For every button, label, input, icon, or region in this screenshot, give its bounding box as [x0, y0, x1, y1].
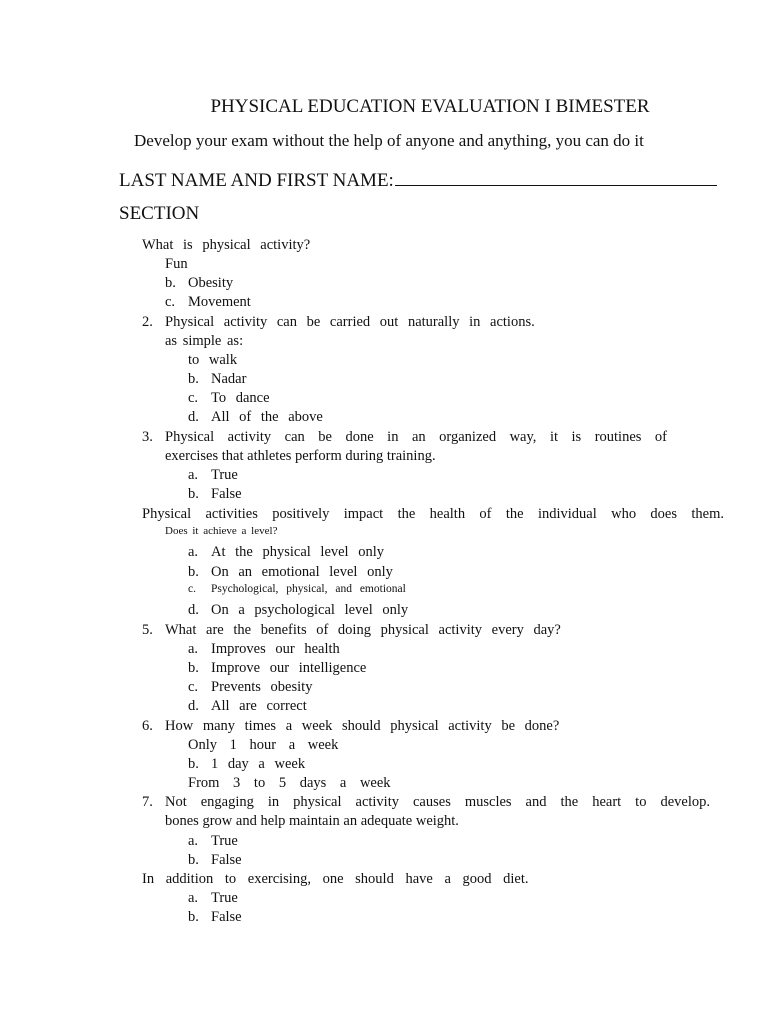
q5-number: 5.: [142, 622, 153, 638]
q3-option-a-letter: a.: [188, 467, 199, 483]
q2-option-b-letter: b.: [188, 371, 199, 387]
q3-option-b: [188, 486, 242, 503]
name-label: LAST NAME AND FIRST NAME:: [119, 170, 394, 191]
q4-option-c: [188, 583, 406, 595]
q2-option-c-text: To dance: [211, 390, 270, 406]
q1-option-c-letter: c.: [165, 294, 176, 310]
q6-option-a: Only 1 hour a week: [188, 737, 339, 753]
question-8: In addition to exercising, one should have a good diet.: [142, 871, 529, 887]
q3-text: Physical activity can be done in an organized way, it is routines of: [165, 429, 667, 445]
q7-number: 7.: [142, 794, 153, 810]
q5-option-c: [188, 679, 312, 696]
q7-text: Not engaging in physical activity causes muscles and the heart to develop.: [165, 794, 710, 810]
q3-continuation: exercises that athletes perform during training.: [165, 448, 436, 464]
exam-instructions: Develop your exam without the help of anyone and anything, you can do it: [134, 131, 644, 150]
q4-option-a: [188, 544, 384, 561]
q3-option-a: [188, 467, 238, 484]
q8-option-b-letter: b.: [188, 909, 199, 925]
q8-option-a-text: True: [211, 890, 238, 906]
q2-option-c-letter: c.: [188, 390, 199, 406]
q1-option-c-text: Movement: [188, 294, 251, 310]
q4-option-d: [188, 602, 408, 619]
q3-option-b-letter: b.: [188, 486, 199, 502]
q7-option-b-letter: b.: [188, 852, 199, 868]
q6-option-b-letter: b.: [188, 756, 199, 772]
q7-continuation: bones grow and help maintain an adequate weight.: [165, 813, 459, 829]
q7-option-b-text: False: [211, 852, 242, 868]
q2-option-a: to walk: [188, 352, 238, 368]
q7-option-b: [188, 852, 242, 869]
q1-option-b: [165, 275, 233, 292]
question-4: Physical activities positively impact the health of the individual who does them.: [142, 506, 724, 522]
q8-option-b-text: False: [211, 909, 242, 925]
q5-option-b: [188, 660, 366, 677]
q3-option-a-text: True: [211, 467, 238, 483]
section-label: SECTION: [119, 203, 200, 224]
q3-option-b-text: False: [211, 486, 242, 502]
q5-option-b-letter: b.: [188, 660, 199, 676]
q1-option-b-text: Obesity: [188, 275, 234, 291]
q4-option-b: [188, 564, 393, 581]
q5-option-d-text: All are correct: [211, 698, 307, 714]
q5-option-b-text: Improve our intelligence: [211, 660, 367, 676]
q1-option-c: [165, 294, 251, 311]
q4-continuation: Does it achieve a level?: [165, 525, 278, 537]
q8-option-a-letter: a.: [188, 890, 199, 906]
q5-text: What are the benefits of doing physical activity every day?: [165, 622, 561, 638]
name-field: [119, 168, 717, 192]
q5-option-a-letter: a.: [188, 641, 199, 657]
q4-option-b-letter: b.: [188, 564, 199, 580]
question-5: [142, 622, 561, 639]
q7-option-a-letter: a.: [188, 833, 199, 849]
q2-option-c: [188, 390, 270, 407]
q4-option-d-text: On a psychological level only: [211, 602, 409, 618]
q6-text: How many times a week should physical activity be done?: [165, 718, 560, 734]
q4-option-a-letter: a.: [188, 544, 199, 560]
q5-option-d-letter: d.: [188, 698, 199, 714]
q6-option-b-text: 1 day a week: [211, 756, 306, 772]
q5-option-c-text: Prevents obesity: [211, 679, 313, 695]
q2-number: 2.: [142, 314, 153, 330]
q2-option-d-letter: d.: [188, 409, 199, 425]
q2-option-d: [188, 409, 323, 426]
q4-option-c-letter: c.: [188, 583, 196, 595]
q8-option-a: [188, 890, 238, 907]
q1-option-b-letter: b.: [165, 275, 176, 291]
q5-option-c-letter: c.: [188, 679, 199, 695]
q6-option-c: From 3 to 5 days a week: [188, 775, 391, 791]
question-3: [142, 429, 667, 446]
q7-option-a-text: True: [211, 833, 238, 849]
question-6: [142, 718, 559, 735]
question-2: [142, 314, 535, 331]
q4-option-b-text: On an emotional level only: [211, 564, 393, 580]
q2-option-d-text: All of the above: [211, 409, 323, 425]
q2-option-b: [188, 371, 246, 388]
q4-option-a-text: At the physical level only: [211, 544, 384, 560]
q7-option-a: [188, 833, 238, 850]
q5-option-d: [188, 698, 307, 715]
q5-option-a-text: Improves our health: [211, 641, 340, 657]
exam-title: PHYSICAL EDUCATION EVALUATION I BIMESTER: [210, 96, 650, 117]
name-blank-line: [395, 168, 717, 186]
q1-option-a: Fun: [165, 256, 188, 272]
q4-option-d-letter: d.: [188, 602, 199, 618]
question-1: What is physical activity?: [142, 237, 311, 253]
q2-option-b-text: Nadar: [211, 371, 247, 387]
q5-option-a: [188, 641, 340, 658]
q2-continuation: as simple as:: [165, 333, 244, 349]
q4-option-c-text: Psychological, physical, and emotional: [211, 583, 406, 595]
q3-number: 3.: [142, 429, 153, 445]
question-7: [142, 794, 710, 811]
q2-text: Physical activity can be carried out naturally in actions.: [165, 314, 535, 330]
q8-option-b: [188, 909, 242, 926]
q6-option-b: [188, 756, 305, 773]
q6-number: 6.: [142, 718, 153, 734]
